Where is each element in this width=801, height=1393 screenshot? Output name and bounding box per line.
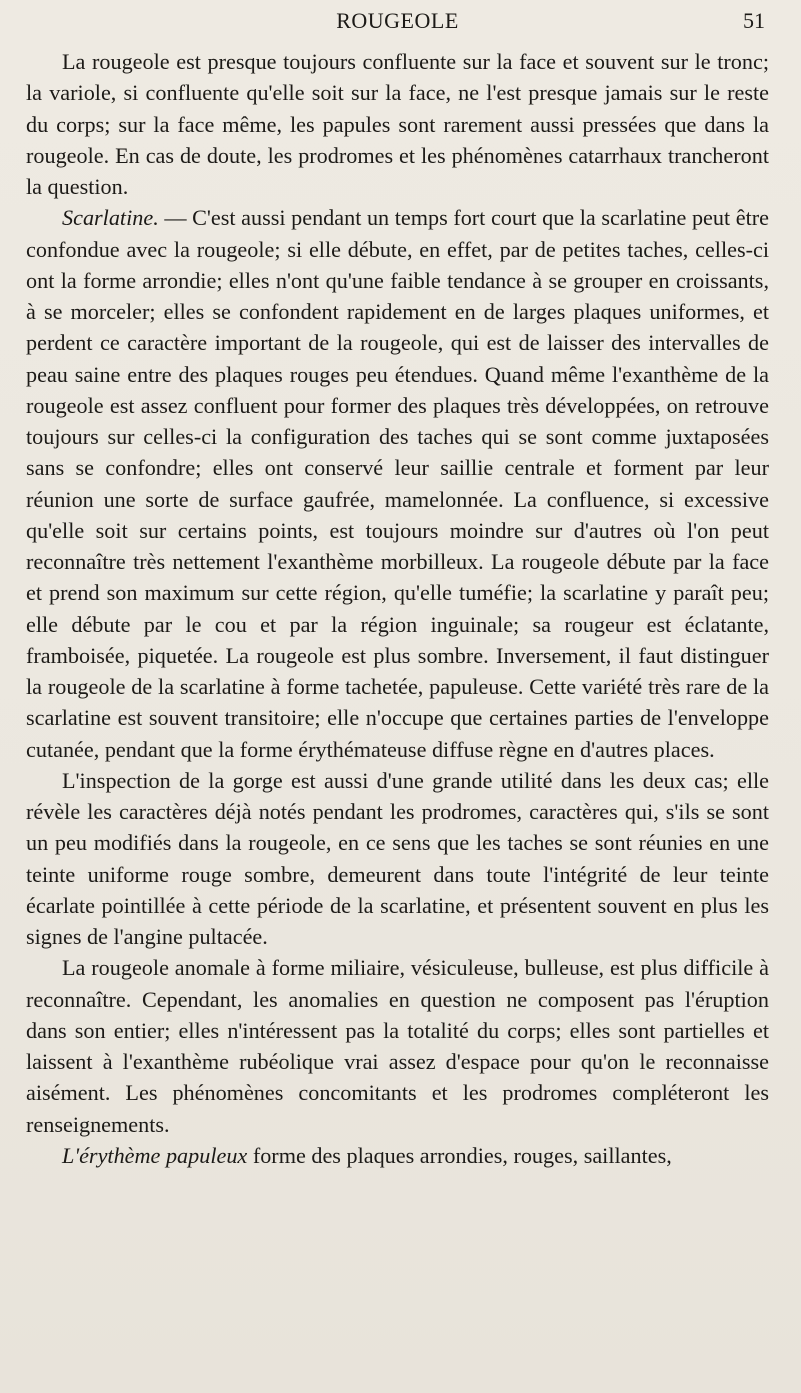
paragraph-text: La rougeole anomale à forme miliaire, vésiculeuse, bulleuse, est plus difficile à reconnaître. Cependant, les anomalies en question ne composent pas l'éruption dans son entier; elles n'intéressent pas la totalité du corps; elles sont partielles et laissent à l'exanthème rubéolique vrai assez d'espace pour qu'on le reconnaisse aisément. Les phénomènes concomitants et les prodromes compléteront les renseignements. [26, 955, 769, 1137]
paragraph-text: — C'est aussi pendant un temps fort court que la scarlatine peut être confondue avec la rougeole; si elle débute, en effet, par de petites taches, celles-ci ont la forme arrondie; elles n'ont qu'une faible tendance à se grouper en croissants, à se morceler; elles se confondent rapidement en de larges plaques uniformes, et perdent ce caractère important de la rougeole, qui est de laisser des intervalles de peau saine entre des plaques rouges peu étendues. Quand même l'exanthème de la rougeole est assez confluent pour former des plaques très développées, on retrouve toujours sur celles-ci la configuration des taches qui se sont comme juxtaposées sans se confondre; elles ont conservé leur saillie centrale et forment par leur réunion une sorte de surface gaufrée, mamelonnée. La confluence, si excessive qu'elle soit sur certains points, est toujours moindre sur d'autres où l'on peut reconnaître très nettement l'exanthème morbilleux. La rougeole débute par la face et prend son maximum sur cette région, qu'elle tuméfie; la scarlatine y paraît peu; elle débute par le cou et par la région inguinale; sa rougeur est éclatante, framboisée, piquetée. La rougeole est plus sombre. Inversement, il faut distinguer la rougeole de la scarlatine à forme tachetée, papuleuse. Cette variété très rare de la scarlatine est souvent transitoire; elle n'occupe que certaines parties de l'enveloppe cutanée, pendant que la forme érythémateuse diffuse règne en d'autres places. [26, 205, 769, 762]
section-lead-erytheme: L'érythème papuleux [62, 1142, 248, 1168]
paragraph-text: La rougeole est presque toujours confluente sur la face et souvent sur le tronc; la variole, si confluente qu'elle soit sur la face, ne l'est presque jamais sur le reste du corps; sur la face même, les papules sont rarement aussi pressées que dans la rougeole. En cas de doute, les prodromes et les phénomènes catarrhaux trancheront la question. [26, 49, 769, 199]
running-header [26, 0, 769, 46]
page-number: 51 [743, 8, 765, 33]
paragraph-rougeole-anomale [26, 952, 769, 1140]
body-text [26, 46, 769, 1171]
section-lead-scarlatine: Scarlatine. [62, 205, 159, 231]
paragraph-text: L'inspection de la gorge est aussi d'une grande utilité dans les deux cas; elle révèle les caractères déjà notés pendant les prodromes, caractères qui, s'ils se sont un peu modifiés dans la rougeole, en ce sens que les taches se sont réunies en une teinte uniforme rouge sombre, demeurent dans toute l'intégrité de leur teinte écarlate pointillée à cette période de la scarlatine, et présentent souvent en plus les signes de l'angine pultacée. [26, 767, 769, 949]
paragraph-text: forme des plaques arrondies, rouges, saillantes, [247, 1142, 672, 1168]
paragraph-erytheme-papuleux [26, 1140, 769, 1171]
paragraph-scarlatine [26, 202, 769, 765]
paragraph-inspection-gorge [26, 765, 769, 953]
paragraph-rougeole-confluence [26, 46, 769, 202]
running-title: ROUGEOLE [336, 8, 459, 33]
